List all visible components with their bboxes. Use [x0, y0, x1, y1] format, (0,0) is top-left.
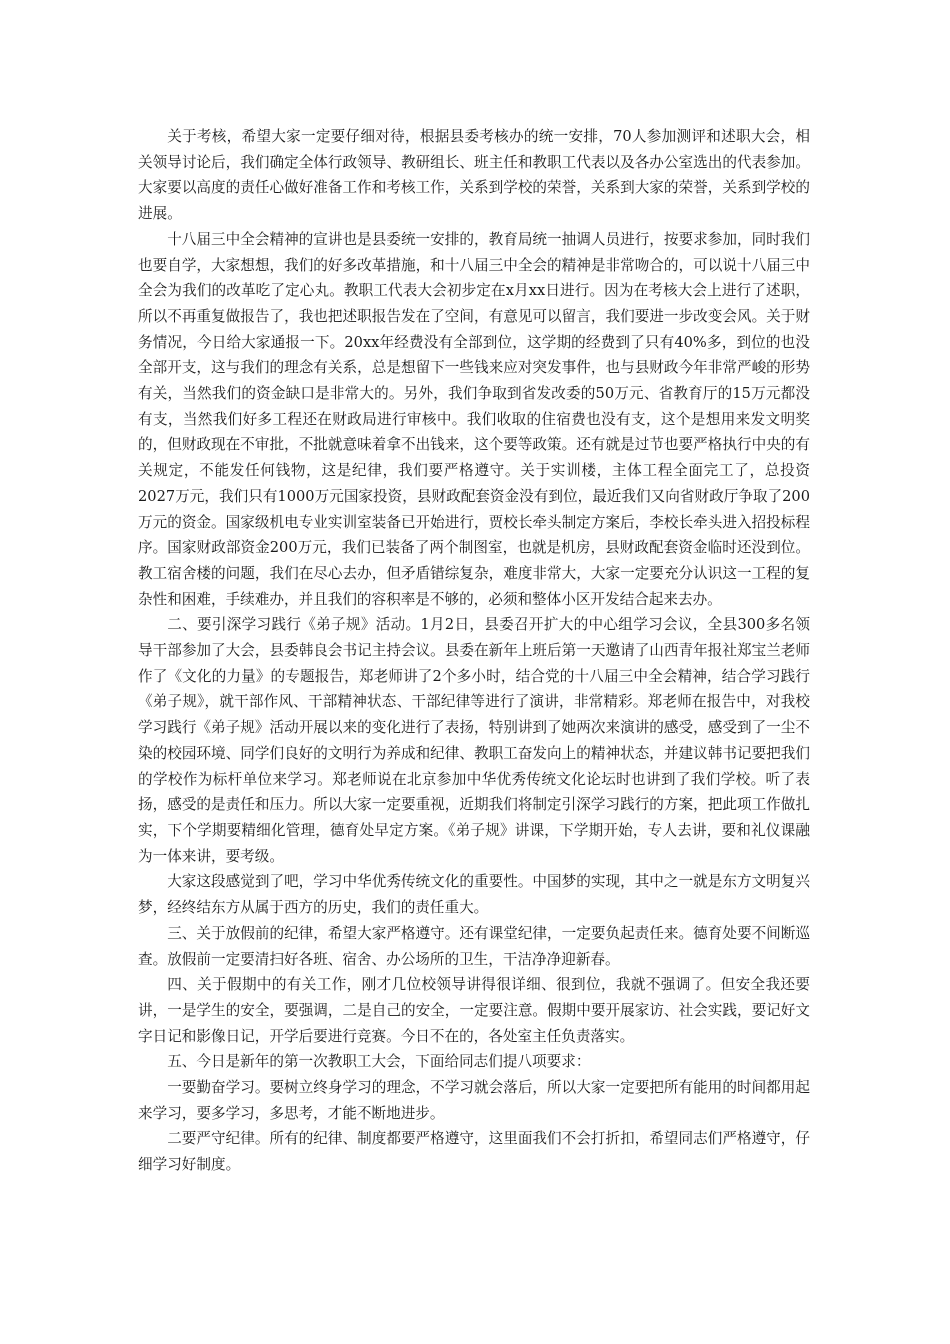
paragraph-pre-holiday-discipline: 三、关于放假前的纪律，希望大家严格遵守。还有课堂纪律，一定要负起责任来。德育处要不间断巡查。放假前一定要清扫好各班、宿舍、办公场所的卫生，干洁净净迎新春。 — [138, 924, 810, 968]
paragraph-plenum-and-finance: 十八届三中全会精神的宣讲也是县委统一安排的，教育局统一抽调人员进行，按要求参加，同时我们也要自学，大家想想，我们的好多改革措施，和十八届三中全会的精神是非常吻合的，可以说十八届三中全会为我们的改革吃了定心丸。教职工代表大会初步定在x月xx日进行。因为在考核大会上进行了述职，所以不再重复做报告了，我也把述职报告发在了空间，有意见可以留言，我们要进一步改变会风。关于财务情况，今日给大家通报一下。20xx年经费没有全部到位，这学期的经费到了只有40%多，到位的也没全部开支，这与我们的理念有关系，总是想留下一些钱来应对突发事件，也与县财政今年非常严峻的形势有关，当然我们的资金缺口是非常大的。另外，我们争取到省发改委的50万元、省教育厅的15万元都没有支，当然我们好多工程还在财政局进行审核中。我们收取的住宿费也没有支，这个是想用来发文明奖的，但财政现在不审批，不批就意味着拿不出钱来，这个要等政策。还有就是过节也要严格执行中央的有关规定，不能发任何钱物，这是纪律，我们要严格遵守。关于实训楼，主体工程全面完工了，总投资2027万元，我们只有1000万元国家投资，县财政配套资金没有到位，最近我们又向省财政厅争取了200万元的资金。国家级机电专业实训室装备已开始进行，贾校长牵头制定方案后，李校长牵头进入招投标程序。国家财政部资金200万元，我们已装备了两个制图室，也就是机房，县财政配套资金临时还没到位。教工宿舍楼的问题，我们在尽心去办，但矛盾错综复杂，难度非常大，大家一定要充分认识这一工程的复杂性和困难，手续难办，并且我们的容积率是不够的，必须和整体小区开发结合起来去办。 — [138, 230, 810, 608]
paragraph-eight-requirements: 五、今日是新年的第一次教职工大会，下面给同志们提八项要求： — [167, 1053, 591, 1071]
paragraph-holiday-work: 四、关于假期中的有关工作，刚才几位校领导讲得很详细、很到位，我就不强调了。但安全我还要讲，一是学生的安全，要强调，二是自己的安全，一定要注意。假期中要开展家访、社会实践，要记好文字日记和影像日记，开学后要进行竞赛。今日不在的，各处室主任负责落实。 — [138, 976, 810, 1045]
paragraph-requirement-study: 一要勤奋学习。要树立终身学习的理念，不学习就会落后，所以大家一定要把所有能用的时间都用起来学习，要多学习，多思考，才能不断地进步。 — [138, 1079, 810, 1122]
paragraph-dizigui-activity: 二、要引深学习践行《弟子规》活动。1月2日，县委召开扩大的中心组学习会议，全县300多名领导干部参加了大会，县委韩良会书记主持会议。县委在新年上班后第一天邀请了山西青年报社郑宝兰老师作了《文化的力量》的专题报告，郑老师讲了2个多小时，结合党的十八届三中全会精神，结合学习践行《弟子规》，就干部作风、干部精神状态、干部纪律等进行了演讲，非常精彩。郑老师在报告中，对我校学习践行《弟子规》活动开展以来的变化进行了表扬，特别讲到了她两次来演讲的感受，感受到了一尘不染的校园环境、同学们良好的文明行为养成和纪律、教职工奋发向上的精神状态，并建议韩书记要把我们的学校作为标杆单位来学习。郑老师说在北京参加中华优秀传统文化论坛时也讲到了我们学校。听了表扬，感受的是责任和压力。所以大家一定要重视，近期我们将制定引深学习践行的方案，把此项工作做扎实，下个学期要精细化管理，德育处早定方案。《弟子规》讲课，下学期开始，专人去讲，要和礼仪课融为一体来讲，要考级。 — [138, 616, 810, 865]
document-body — [138, 124, 810, 1178]
paragraph-traditional-culture: 大家这段感觉到了吧，学习中华优秀传统文化的重要性。中国梦的实现，其中之一就是东方文明复兴梦，经终结东方从属于西方的历史，我们的责任重大。 — [138, 873, 810, 917]
paragraph-requirement-discipline: 二要严守纪律。所有的纪律、制度都要严格遵守，这里面我们不会打折扣，希望同志们严格遵守，仔细学习好制度。 — [138, 1130, 810, 1174]
paragraph-assessment: 关于考核，希望大家一定要仔细对待，根据县委考核办的统一安排，70人参加测评和述职大会，相关领导讨论后，我们确定全体行政领导、教研组长、班主任和教职工代表以及各办公室选出的代表参加。大家要以高度的责任心做好准备工作和考核工作，关系到学校的荣誉，关系到大家的荣誉，关系到学校的进展。 — [138, 128, 810, 223]
